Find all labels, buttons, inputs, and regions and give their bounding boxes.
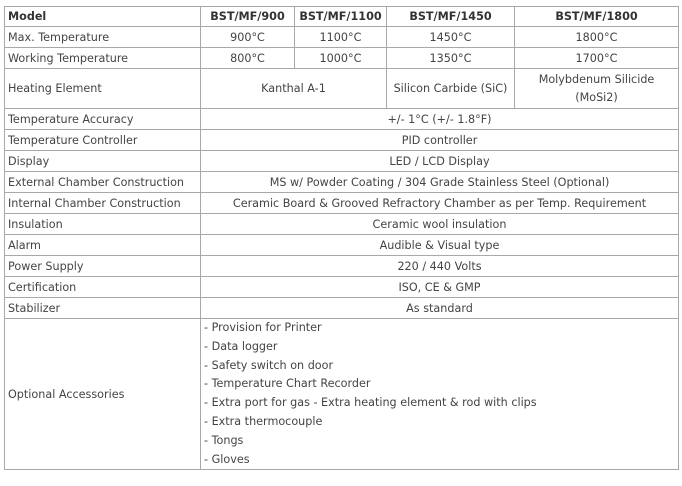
- row-label: Optional Accessories: [5, 319, 201, 470]
- header-bst-mf-1100: BST/MF/1100: [295, 7, 387, 27]
- cell-value: MS w/ Powder Coating / 304 Grade Stainless Steel (Optional): [201, 172, 679, 193]
- table-row: [5, 69, 679, 109]
- list-item: - Safety switch on door: [204, 358, 334, 372]
- spec-table: [4, 6, 679, 470]
- table-row: [5, 256, 679, 277]
- row-label: Heating Element: [5, 69, 201, 109]
- cell-value: 1100°C: [295, 27, 387, 48]
- optional-accessories-list: [201, 319, 679, 470]
- header-bst-mf-1800: BST/MF/1800: [515, 7, 679, 27]
- header-model: Model: [5, 7, 201, 27]
- header-row: [5, 7, 679, 27]
- table-row: [5, 48, 679, 69]
- table-row: [5, 27, 679, 48]
- row-label: Working Temperature: [5, 48, 201, 69]
- cell-value: 1000°C: [295, 48, 387, 69]
- table-row: [5, 172, 679, 193]
- list-item: - Temperature Chart Recorder: [204, 377, 371, 391]
- cell-value: ISO, CE & GMP: [201, 277, 679, 298]
- row-label: External Chamber Construction: [5, 172, 201, 193]
- header-bst-mf-1450: BST/MF/1450: [387, 7, 515, 27]
- row-label: Temperature Accuracy: [5, 109, 201, 130]
- cell-value: 900°C: [201, 27, 295, 48]
- cell-value: As standard: [201, 298, 679, 319]
- mosi2-line2: (MoSi2): [575, 90, 618, 104]
- table-row: [5, 151, 679, 172]
- cell-value: 1450°C: [387, 27, 515, 48]
- list-item: - Extra thermocouple: [204, 414, 323, 428]
- row-label: Certification: [5, 277, 201, 298]
- cell-value: 1700°C: [515, 48, 679, 69]
- row-label: Display: [5, 151, 201, 172]
- cell-value: 1350°C: [387, 48, 515, 69]
- table-row: [5, 214, 679, 235]
- table-row: [5, 130, 679, 151]
- row-label: Insulation: [5, 214, 201, 235]
- table-row: [5, 277, 679, 298]
- cell-value: Kanthal A-1: [201, 69, 387, 109]
- row-label: Alarm: [5, 235, 201, 256]
- cell-value: [515, 69, 679, 109]
- cell-value: 1800°C: [515, 27, 679, 48]
- row-label: Internal Chamber Construction: [5, 193, 201, 214]
- cell-value: +/- 1°C (+/- 1.8°F): [201, 109, 679, 130]
- table-row: [5, 298, 679, 319]
- cell-value: Silicon Carbide (SiC): [387, 69, 515, 109]
- cell-value: Audible & Visual type: [201, 235, 679, 256]
- table-row: [5, 235, 679, 256]
- table-row: [5, 319, 679, 470]
- list-item: - Tongs: [204, 433, 244, 447]
- cell-value: PID controller: [201, 130, 679, 151]
- table-row: [5, 109, 679, 130]
- cell-value: Ceramic Board & Grooved Refractory Chamber as per Temp. Requirement: [201, 193, 679, 214]
- table-row: [5, 193, 679, 214]
- row-label: Stabilizer: [5, 298, 201, 319]
- header-bst-mf-900: BST/MF/900: [201, 7, 295, 27]
- row-label: Power Supply: [5, 256, 201, 277]
- list-item: - Extra port for gas - Extra heating element & rod with clips: [204, 396, 537, 410]
- cell-value: 800°C: [201, 48, 295, 69]
- cell-value: Ceramic wool insulation: [201, 214, 679, 235]
- cell-value: 220 / 440 Volts: [201, 256, 679, 277]
- cell-value: LED / LCD Display: [201, 151, 679, 172]
- list-item: - Provision for Printer: [204, 321, 322, 334]
- row-label: Temperature Controller: [5, 130, 201, 151]
- list-item: - Gloves: [204, 452, 250, 466]
- mosi2-line1: Molybdenum Silicide: [538, 72, 655, 86]
- list-item: - Data logger: [204, 339, 278, 353]
- row-label: Max. Temperature: [5, 27, 201, 48]
